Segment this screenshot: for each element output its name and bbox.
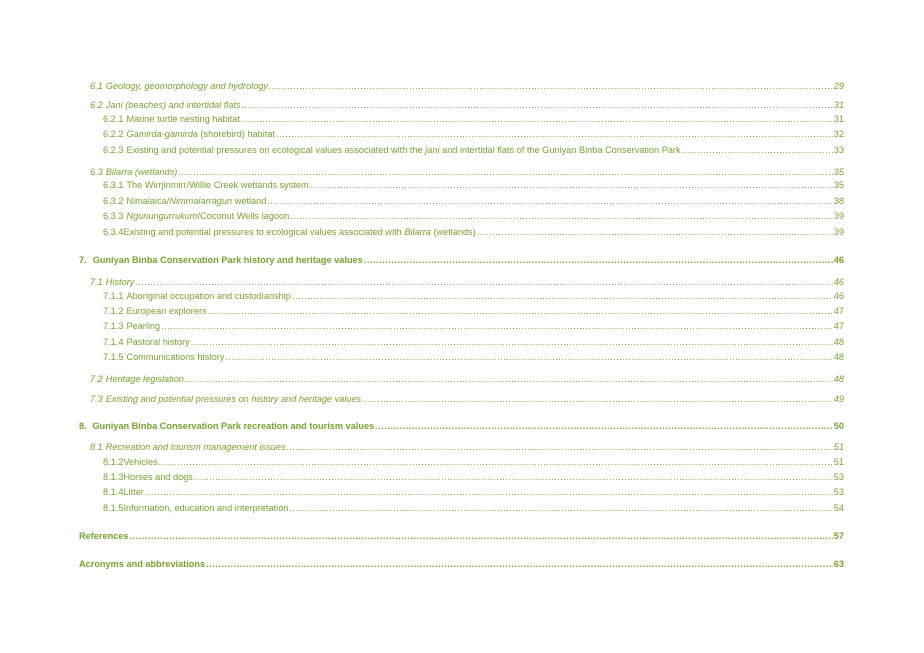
toc-entry-number: 8.1.5	[103, 503, 124, 513]
toc-entry[interactable]	[103, 179, 844, 191]
toc-entry-number: 7.1	[90, 277, 103, 287]
dot-leader	[161, 320, 833, 332]
toc-page-number: 47	[833, 306, 844, 316]
dot-leader	[178, 166, 833, 178]
toc-entry-title-text: /Coconut Wells lagoon	[197, 211, 290, 221]
toc-entry-title-text: Heritage legislation	[105, 374, 184, 384]
toc-entry-title-text: Guniyan Binba Conservation Park history and heritage values	[92, 255, 363, 265]
toc-page-number: 32	[833, 129, 844, 139]
toc-entry-title-text: Existing and potential pressures on ecological values associated with the	[126, 145, 426, 155]
toc-entry[interactable]	[79, 254, 844, 266]
toc-entry-title-text: (wetlands)	[430, 227, 476, 237]
dot-leader	[145, 486, 833, 498]
toc-entry-title-text: Marine turtle nesting habitat	[126, 114, 240, 124]
toc-entry-title	[126, 144, 680, 156]
toc-entry-number: 6.3.4	[103, 227, 124, 237]
toc-entry-number: 8.1.2	[103, 457, 124, 467]
toc-entry-number: 8.1	[90, 442, 103, 452]
toc-entry-title-italic: Ngunungurrukum	[126, 211, 198, 221]
toc-entry[interactable]	[103, 290, 844, 302]
dot-leader	[269, 80, 833, 92]
toc-page-number: 48	[833, 337, 844, 347]
toc-entry-title	[126, 351, 224, 363]
toc-entry-title	[79, 530, 129, 542]
toc-entry[interactable]	[90, 166, 844, 178]
toc-entry-number: 7.1.2	[103, 306, 124, 316]
toc-entry-number: 6.2	[90, 100, 103, 110]
dot-leader	[159, 456, 833, 468]
toc-entry-number: 6.3.2	[103, 196, 124, 206]
toc-entry-title	[126, 113, 239, 125]
toc-entry-number: 6.1	[90, 81, 103, 91]
toc-entry[interactable]	[103, 195, 844, 207]
toc-entry-title-text: Aboriginal occupation and custodianship	[126, 291, 291, 301]
toc-entry-title-text: Guniyan Binba Conservation Park recreation and tourism values	[92, 421, 375, 431]
toc-page-number: 47	[833, 321, 844, 331]
dot-leader	[242, 99, 833, 111]
toc-entry[interactable]	[103, 486, 844, 498]
toc-entry-title-italic: jani	[425, 145, 440, 155]
toc-entry[interactable]	[103, 502, 844, 514]
toc-entry-title	[92, 420, 374, 432]
toc-entry[interactable]	[90, 276, 844, 288]
toc-page-number: 51	[833, 457, 844, 467]
toc-entry-number: 7.1.5	[103, 352, 124, 362]
toc-entry-title-text: Vehicles	[123, 457, 158, 467]
toc-entry-title	[106, 166, 177, 178]
toc-entry-title	[126, 179, 308, 191]
toc-entry-title-text: Recreation and tourism management issues	[105, 442, 286, 452]
toc-entry-title	[106, 276, 135, 288]
dot-leader	[206, 558, 833, 570]
toc-page-number: 54	[833, 503, 844, 513]
toc-page-number: 31	[833, 100, 844, 110]
toc-entry-number: 7.3	[90, 394, 103, 404]
toc-entry-number: 7.1.3	[103, 321, 124, 331]
toc-page-number: 51	[833, 442, 844, 452]
toc-entry-number: 7.1.4	[103, 337, 124, 347]
toc-page-number: 33	[833, 145, 844, 155]
toc-entry[interactable]	[103, 226, 844, 238]
toc-entry[interactable]	[90, 373, 844, 385]
toc-entry-title	[126, 128, 275, 140]
toc-page-number: 53	[833, 472, 844, 482]
toc-page-number: 29	[833, 81, 844, 91]
toc-entry-title	[123, 486, 143, 498]
toc-page-number: 31	[833, 114, 844, 124]
toc-page-number: 35	[833, 180, 844, 190]
toc-entry-number: 6.2.3	[103, 145, 124, 155]
toc-entry-title	[126, 320, 160, 332]
toc-page-number: 48	[833, 352, 844, 362]
toc-entry-number: 8.1.4	[103, 487, 124, 497]
dot-leader	[290, 210, 833, 222]
toc-entry[interactable]	[103, 144, 844, 156]
toc-page-number: 39	[833, 211, 844, 221]
dot-leader	[375, 420, 833, 432]
toc-entry-title-italic: Nimmalarragun	[169, 196, 233, 206]
toc-entry-number: 6.2.1	[103, 114, 124, 124]
dot-leader	[194, 471, 833, 483]
toc-page-number: 49	[833, 394, 844, 404]
toc-page-number: 53	[833, 487, 844, 497]
dot-leader	[135, 276, 832, 288]
toc-entry-number: 8.	[79, 421, 87, 431]
toc-entry-title-text: Geology, geomorphology and hydrology	[105, 81, 269, 91]
toc-entry-number: 8.1.3	[103, 472, 124, 482]
toc-entry-title	[126, 336, 189, 348]
toc-entry-title	[123, 502, 288, 514]
toc-entry-title-text: Communications history	[126, 352, 225, 362]
toc-entry-title-text: Information, education and interpretation	[123, 503, 289, 513]
toc-entry[interactable]	[79, 558, 844, 570]
toc-entry-title-italic: Gamirda-gamirda	[126, 129, 198, 139]
toc-entry-title	[106, 441, 286, 453]
toc-entry-title-text: Acronyms and abbreviations	[79, 559, 206, 569]
dot-leader	[364, 254, 833, 266]
toc-entry-title	[93, 254, 363, 266]
dot-leader	[287, 441, 833, 453]
dot-leader	[225, 351, 832, 363]
toc-entry-number: 7.	[79, 255, 87, 265]
toc-entry[interactable]	[79, 530, 844, 542]
toc-entry[interactable]	[90, 441, 844, 453]
dot-leader	[185, 373, 833, 385]
toc-entry-title-text: Horses and dogs	[123, 472, 193, 482]
dot-leader	[289, 502, 832, 514]
toc-page-number: 63	[833, 559, 844, 569]
toc-entry-title	[126, 290, 290, 302]
toc-page-number: 46	[833, 277, 844, 287]
dot-leader	[130, 530, 833, 542]
toc-entry-title-text: References	[79, 531, 129, 541]
toc-entry-title-text: Existing and potential pressures to ecological values associated with	[123, 227, 405, 237]
toc-entry[interactable]	[90, 99, 844, 111]
toc-entry-title-text: European explorers	[126, 306, 207, 316]
dot-leader	[191, 336, 833, 348]
toc-entry-title	[123, 456, 157, 468]
dot-leader	[477, 226, 833, 238]
toc-entry-title	[126, 305, 206, 317]
toc-entry-title	[126, 210, 289, 222]
toc-entry-title-text: The Wirrjinmirr/Willie Creek wetlands system	[126, 180, 309, 190]
toc-page-number: 57	[833, 531, 844, 541]
dot-leader	[682, 144, 833, 156]
toc-entry-number: 7.2	[90, 374, 103, 384]
dot-leader	[267, 195, 832, 207]
toc-page-number: 50	[833, 421, 844, 431]
toc-entry-title-text: Litter	[123, 487, 144, 497]
toc-entry-title-text: Existing and potential pressures on history and heritage values	[105, 394, 362, 404]
toc-entry[interactable]	[90, 393, 844, 405]
toc-entry-number: 6.3.3	[103, 211, 124, 221]
toc-entry[interactable]	[90, 80, 844, 92]
toc-entry-title-text: Pastoral history	[126, 337, 190, 347]
toc-entry[interactable]	[103, 320, 844, 332]
toc-entry[interactable]	[103, 336, 844, 348]
toc-entry-title	[123, 471, 192, 483]
toc-entry-title	[126, 195, 266, 207]
dot-leader	[241, 113, 833, 125]
toc-page-number: 39	[833, 227, 844, 237]
toc-page-number: 35	[833, 167, 844, 177]
toc-entry[interactable]	[103, 471, 844, 483]
dot-leader	[310, 179, 833, 191]
toc-entry-number: 6.3	[90, 167, 103, 177]
toc-entry[interactable]	[79, 420, 844, 432]
toc-entry-title	[123, 226, 475, 238]
toc-page-number: 48	[833, 374, 844, 384]
toc-entry[interactable]	[103, 113, 844, 125]
toc-entry-title	[106, 80, 268, 92]
toc-entry-title-text: (shorebird) habitat	[197, 129, 276, 139]
toc-entry-title-text: Bilarra (wetlands)	[105, 167, 178, 177]
toc-entry[interactable]	[103, 351, 844, 363]
toc-entry-title-italic: Bilarra	[404, 227, 431, 237]
toc-entry[interactable]	[103, 456, 844, 468]
toc-entry[interactable]	[103, 305, 844, 317]
toc-entry-title	[106, 373, 184, 385]
toc-entry-title-text: Pearling	[126, 321, 161, 331]
dot-leader	[362, 393, 833, 405]
dot-leader	[292, 290, 833, 302]
toc-entry-title-text: History	[105, 277, 135, 287]
toc-page-number: 38	[833, 196, 844, 206]
toc-entry[interactable]	[103, 128, 844, 140]
toc-entry-number: 7.1.1	[103, 291, 124, 301]
toc-entry-title-text: Nimalaica/	[126, 196, 170, 206]
dot-leader	[208, 305, 833, 317]
toc-page-number: 46	[833, 291, 844, 301]
toc-entry-number: 6.3.1	[103, 180, 124, 190]
toc-page-number: 46	[833, 255, 844, 265]
toc-entry-title-text: wetland	[232, 196, 267, 206]
toc-entry[interactable]	[103, 210, 844, 222]
toc-entry-title-text: and intertidal flats of the Guniyan Binba Conservation Park	[439, 145, 681, 155]
toc-entry-title	[79, 558, 205, 570]
dot-leader	[276, 128, 833, 140]
toc-entry-number: 6.2.2	[103, 129, 124, 139]
toc-entry-title-text: Jani (beaches) and intertidal flats	[105, 100, 241, 110]
toc-entry-title	[106, 393, 361, 405]
toc-entry-title	[106, 99, 241, 111]
